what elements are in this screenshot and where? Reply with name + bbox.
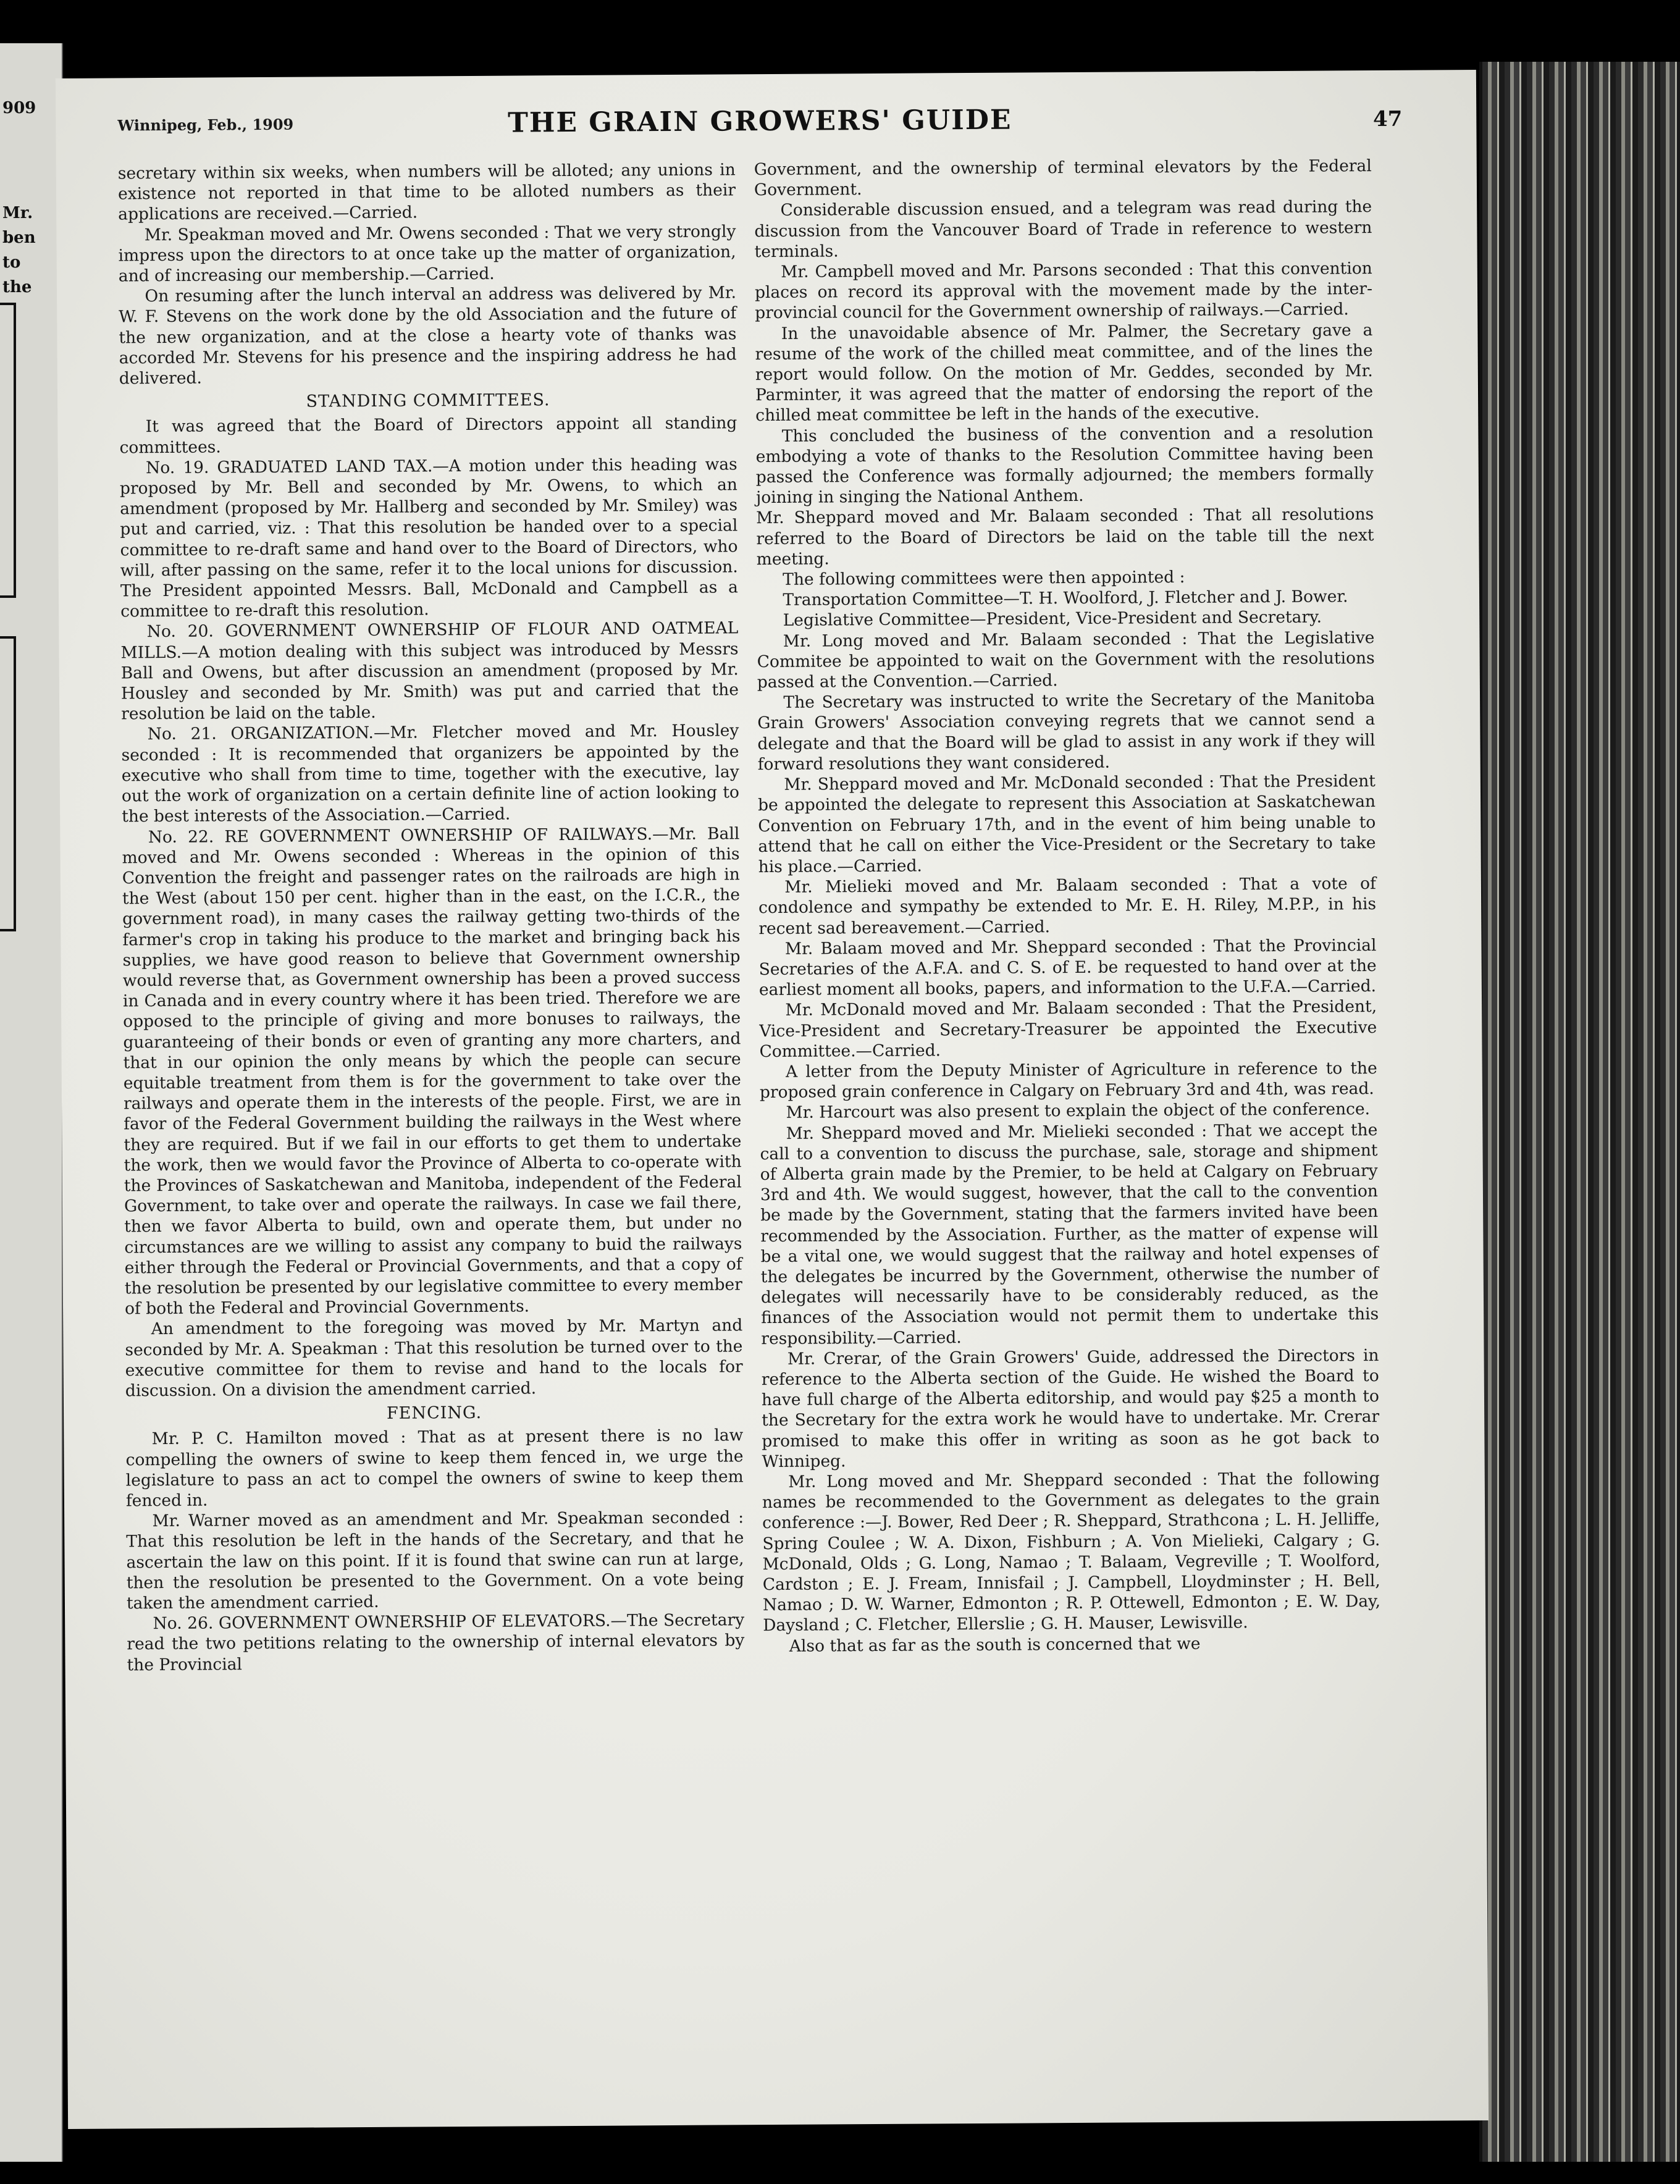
paragraph: Mr. Mielieki moved and Mr. Balaam seconded : That a vote of condolence and sympathy be extended to Mr. E. H. Riley, M.P.P., in his recent sad bereavement.—Carried. <box>758 874 1377 938</box>
paragraph: Mr. Long moved and Mr. Balaam seconded : That the Legislative Commitee be appointed to wait on the Government with the resolutions passed at the Convention.—Carried. <box>757 628 1375 692</box>
paragraph: An amendment to the foregoing was moved by Mr. Martyn and seconded by Mr. A. Speakman : That this resolution be turned over to the executive committee for them to revise and hand to the locals for discussion. On a division the amendment carried. <box>125 1316 743 1401</box>
paragraph: Mr. Harcourt was also present to explain the object of the conference. <box>786 1099 1371 1123</box>
right-column <box>754 156 1381 1657</box>
paragraph: No. 20. GOVERNMENT OWNERSHIP OF FLOUR AND OATMEAL MILLS.—A motion dealing with this subject was introduced by Messrs Ball and Owens, but after discussion an amendment (proposed by Mr. Housley and seconded by Mr. Smith) was put and carried that the resolution be laid on the table. <box>120 618 739 724</box>
newspaper-page <box>56 70 1489 2129</box>
paragraph: Mr. Warner moved as an amendment and Mr. Speakman seconded : That this resolution be left in the hands of the Secretary, and that he ascertain the law on this point. If it is found that swine can run at large, then the resolution be presented to the Government. On a vote being taken the amendment carried. <box>126 1508 744 1613</box>
left-column <box>118 159 745 1675</box>
paragraph: The Secretary was instructed to write the Secretary of the Manitoba Grain Growers' Association conveying regrets that we cannot send a delegate and that the Board will be glad to assist in any work if they will forward resolutions they want considered. <box>757 689 1376 775</box>
paragraph: Mr. Balaam moved and Mr. Sheppard seconded : That the Provincial Secretaries of the A.F.A. and C. S. of E. be requested to hand over at the earliest moment all books, papers, and information to the U.F.A.—Carried. <box>758 935 1377 1000</box>
paragraph: The following committees were then appointed : <box>783 567 1185 589</box>
paragraph: It was agreed that the Board of Directors appoint all standing committees. <box>119 413 737 458</box>
paragraph: secretary within six weeks, when numbers will be alloted; any unions in existence not reported in that time to be alloted numbers as their applications are received.—Carried. <box>117 160 736 224</box>
paragraph: A letter from the Deputy Minister of Agriculture in reference to the proposed grain conference in Calgary on February 3rd and 4th, was read. <box>759 1058 1377 1102</box>
paragraph: No. 19. GRADUATED LAND TAX.—A motion under this heading was proposed by Mr. Bell and seconded by Mr. Owens, to which an amendment (proposed by Mr. Hallberg and seconded by Mr. Smiley) was put and carried, viz. : That this resolution be handed over to a special committee to re-draft same and hand over to the Board of Directors, who will, after passing on the same, refer it to the local unions for discussion. The President appointed Messrs. Ball, McDonald and Campbell as a committee to re-draft this resolution. <box>119 455 739 621</box>
fragment-text: the <box>2 278 32 296</box>
issue-date: Winnipeg, Feb., 1909 <box>117 115 294 135</box>
paragraph: On resuming after the lunch interval an address was delivered by Mr. W. F. Stevens on the work done by the old Association and the future of the new organization, and at the close a hearty vote of thanks was accorded Mr. Stevens for his presence and the inspiring address he had delivered. <box>119 283 737 388</box>
section-heading: STANDING COMMITTEES. <box>306 390 550 411</box>
paragraph: No. 26. GOVERNMENT OWNERSHIP OF ELEVATORS.—The Secretary read the two petitions relating to the ownership of internal elevators by the Provincial <box>127 1610 745 1675</box>
fragment-text: 909 <box>2 99 36 117</box>
paragraph: Legislative Committee—President, Vice-President and Secretary. <box>783 608 1322 631</box>
paragraph: Also that as far as the south is concerned that we <box>789 1634 1201 1656</box>
fragment-text: ben <box>2 229 36 247</box>
paragraph: Mr. Campbell moved and Mr. Parsons seconded : That this convention places on record its approval with the movement made by the inter-provincial council for the Government ownership of railways.—Carried. <box>754 259 1373 323</box>
paragraph: This concluded the business of the convention and a resolution embodying a vote of thanks to the Resolution Committee having been passed the Conference was formally adjourned; the members formally joining in singing the National Anthem. <box>755 422 1374 508</box>
book-binding <box>1482 62 1680 2162</box>
paragraph: Mr. Sheppard moved and Mr. Balaam seconded : That all resolutions referred to the Board of Directors be laid on the table till the next meeting. <box>756 505 1374 569</box>
paragraph: Mr. P. C. Hamilton moved : That as at present there is no law compelling the owners of swine to keep them fenced in, we urge the legislature to pass an act to compel the owners of swine to keep them fenced in. <box>125 1426 744 1511</box>
paragraph: Mr. Crerar, of the Grain Growers' Guide, addressed the Directors in reference to the Alberta section of the Guide. He wished the Board to have full charge of the Alberta editorship, and would pay $25 a month to the Secretary for the extra work he would have to undertake. Mr. Crerar promised to make this offer in writing as soon as he got back to Winnipeg. <box>761 1345 1380 1471</box>
left-page-fragment <box>0 43 63 2162</box>
fragment-box <box>0 636 16 931</box>
paragraph: Mr. Speakman moved and Mr. Owens seconded : That we very strongly impress upon the directors to at once take up the matter of organization, and of increasing our membership.—Carried. <box>118 221 736 286</box>
fragment-box <box>0 303 16 598</box>
section-heading: FENCING. <box>386 1403 482 1424</box>
paragraph: Transportation Committee—T. H. Woolford, J. Fletcher and J. Bower. <box>783 587 1348 610</box>
paragraph: Mr. Sheppard moved and Mr. Mielieki seconded : That we accept the call to a convention to discuss the purchase, sale, storage and shipment of Alberta grain made by the Premier, to be held at Calgary on February 3rd and 4th. We would suggest, however, that the call to the convention be made by the Government, stating that the farmers invited have been recommended by the Association. Further, as the matter of expense will be a vital one, we would suggest that the railway and hotel expenses of the delegates be incurred by the Government, otherwise the number of delegates will necessarily have to be considerably reduced, as the finances of the Association would not permit them to undertake this responsibility.—Carried. <box>760 1120 1379 1348</box>
page-number: 47 <box>1372 106 1403 132</box>
masthead-title: THE GRAIN GROWERS' GUIDE <box>507 104 1012 139</box>
paragraph: Mr. McDonald moved and Mr. Balaam seconded : That the President, Vice-President and Secretary-Treasurer be appointed the Executive Committee.—Carried. <box>759 997 1377 1061</box>
fragment-text: to <box>2 253 21 272</box>
paragraph: Considerable discussion ensued, and a telegram was read during the discussion from the Vancouver Board of Trade in reference to western terminals. <box>754 197 1372 261</box>
fragment-text: Mr. <box>2 204 33 222</box>
paragraph: No. 21. ORGANIZATION.—Mr. Fletcher moved and Mr. Housley seconded : It is recommended that organizers be appointed by the executive who shall from time to time, together with the executive, lay out the work of organization on a certain definite line of action looking to the best interests of the Association.—Carried. <box>121 721 740 826</box>
paragraph: Mr. Long moved and Mr. Sheppard seconded : That the following names be recommended to the Government as delegates to the grain conference :—J. Bower, Red Deer ; R. Sheppard, Strathcona ; L. H. Jelliffe, Spring Coulee ; W. A. Dixon, Fishburn ; A. Von Mielieki, Calgary ; G. McDonald, Olds ; G. Long, Namao ; T. Balaam, Vegreville ; T. Woolford, Cardston ; E. J. Fream, Innisfail ; J. Campbell, Lloydminster ; H. Bell, Namao ; D. W. Warner, Edmonton ; R. P. Ottewell, Edmonton ; E. W. Day, Daysland ; C. Fletcher, Ellerslie ; G. H. Mauser, Lewisville. <box>762 1469 1381 1636</box>
paragraph: Government, and the ownership of terminal elevators by the Federal Government. <box>754 156 1372 200</box>
paragraph: In the unavoidable absence of Mr. Palmer, the Secretary gave a resume of the work of the chilled meat committee, and of the lines the report would follow. On the motion of Mr. Geddes, seconded by Mr. Parminter, it was agreed that the matter of endorsing the report of the chilled meat committee be left in the hands of the executive. <box>755 320 1374 426</box>
paragraph: No. 22. RE GOVERNMENT OWNERSHIP OF RAILWAYS.—Mr. Ball moved and Mr. Owens seconded : Whereas in the opinion of this Convention the freight and passenger rates on the railroads are high in the West (about 150 per cent. higher than in the east, on the I.C.R., the government road), in many cases the railway getting two-thirds of the farmer's crop in taking his produce to the market and bringing back his supplies, we have good reason to believe that Government ownership would reverse that, as Government ownership has been a proved success in Canada and in every country where it has been tried. Therefore we are opposed to the principle of giving and more bonuses to railways, the guaranteeing of their bonds or even of granting any more charters, and that in our opinion the only means by which the people can secure equitable treatment from them is for the government to take over the railways and operate them in the interests of the people. First, we are in favor of the Federal Government building the railways in the West where they are required. But if we fail in our efforts to get them to undertake the work, then we would favor the Province of Alberta to co-operate with the Provinces of Saskatchewan and Manitoba, independent of the Federal Government, to take over and operate the railways. In case we fail there, then we favor Alberta to build, own and operate them, but under no circumstances are we willing to assist any company to buid the railways either through the Federal or Provincial Governments, and that a copy of the resolution be presented by our legislative committee to every member of both the Federal and Provincial Governments. <box>122 823 742 1319</box>
page-header <box>117 95 1402 153</box>
paragraph: Mr. Sheppard moved and Mr. McDonald seconded : That the President be appointed the delegate to represent this Association at Saskatchewan Convention on February 17th, and in the event of him being unable to attend that he call on either the Vice-President or the Secretary to take his place.—Carried. <box>757 771 1376 877</box>
